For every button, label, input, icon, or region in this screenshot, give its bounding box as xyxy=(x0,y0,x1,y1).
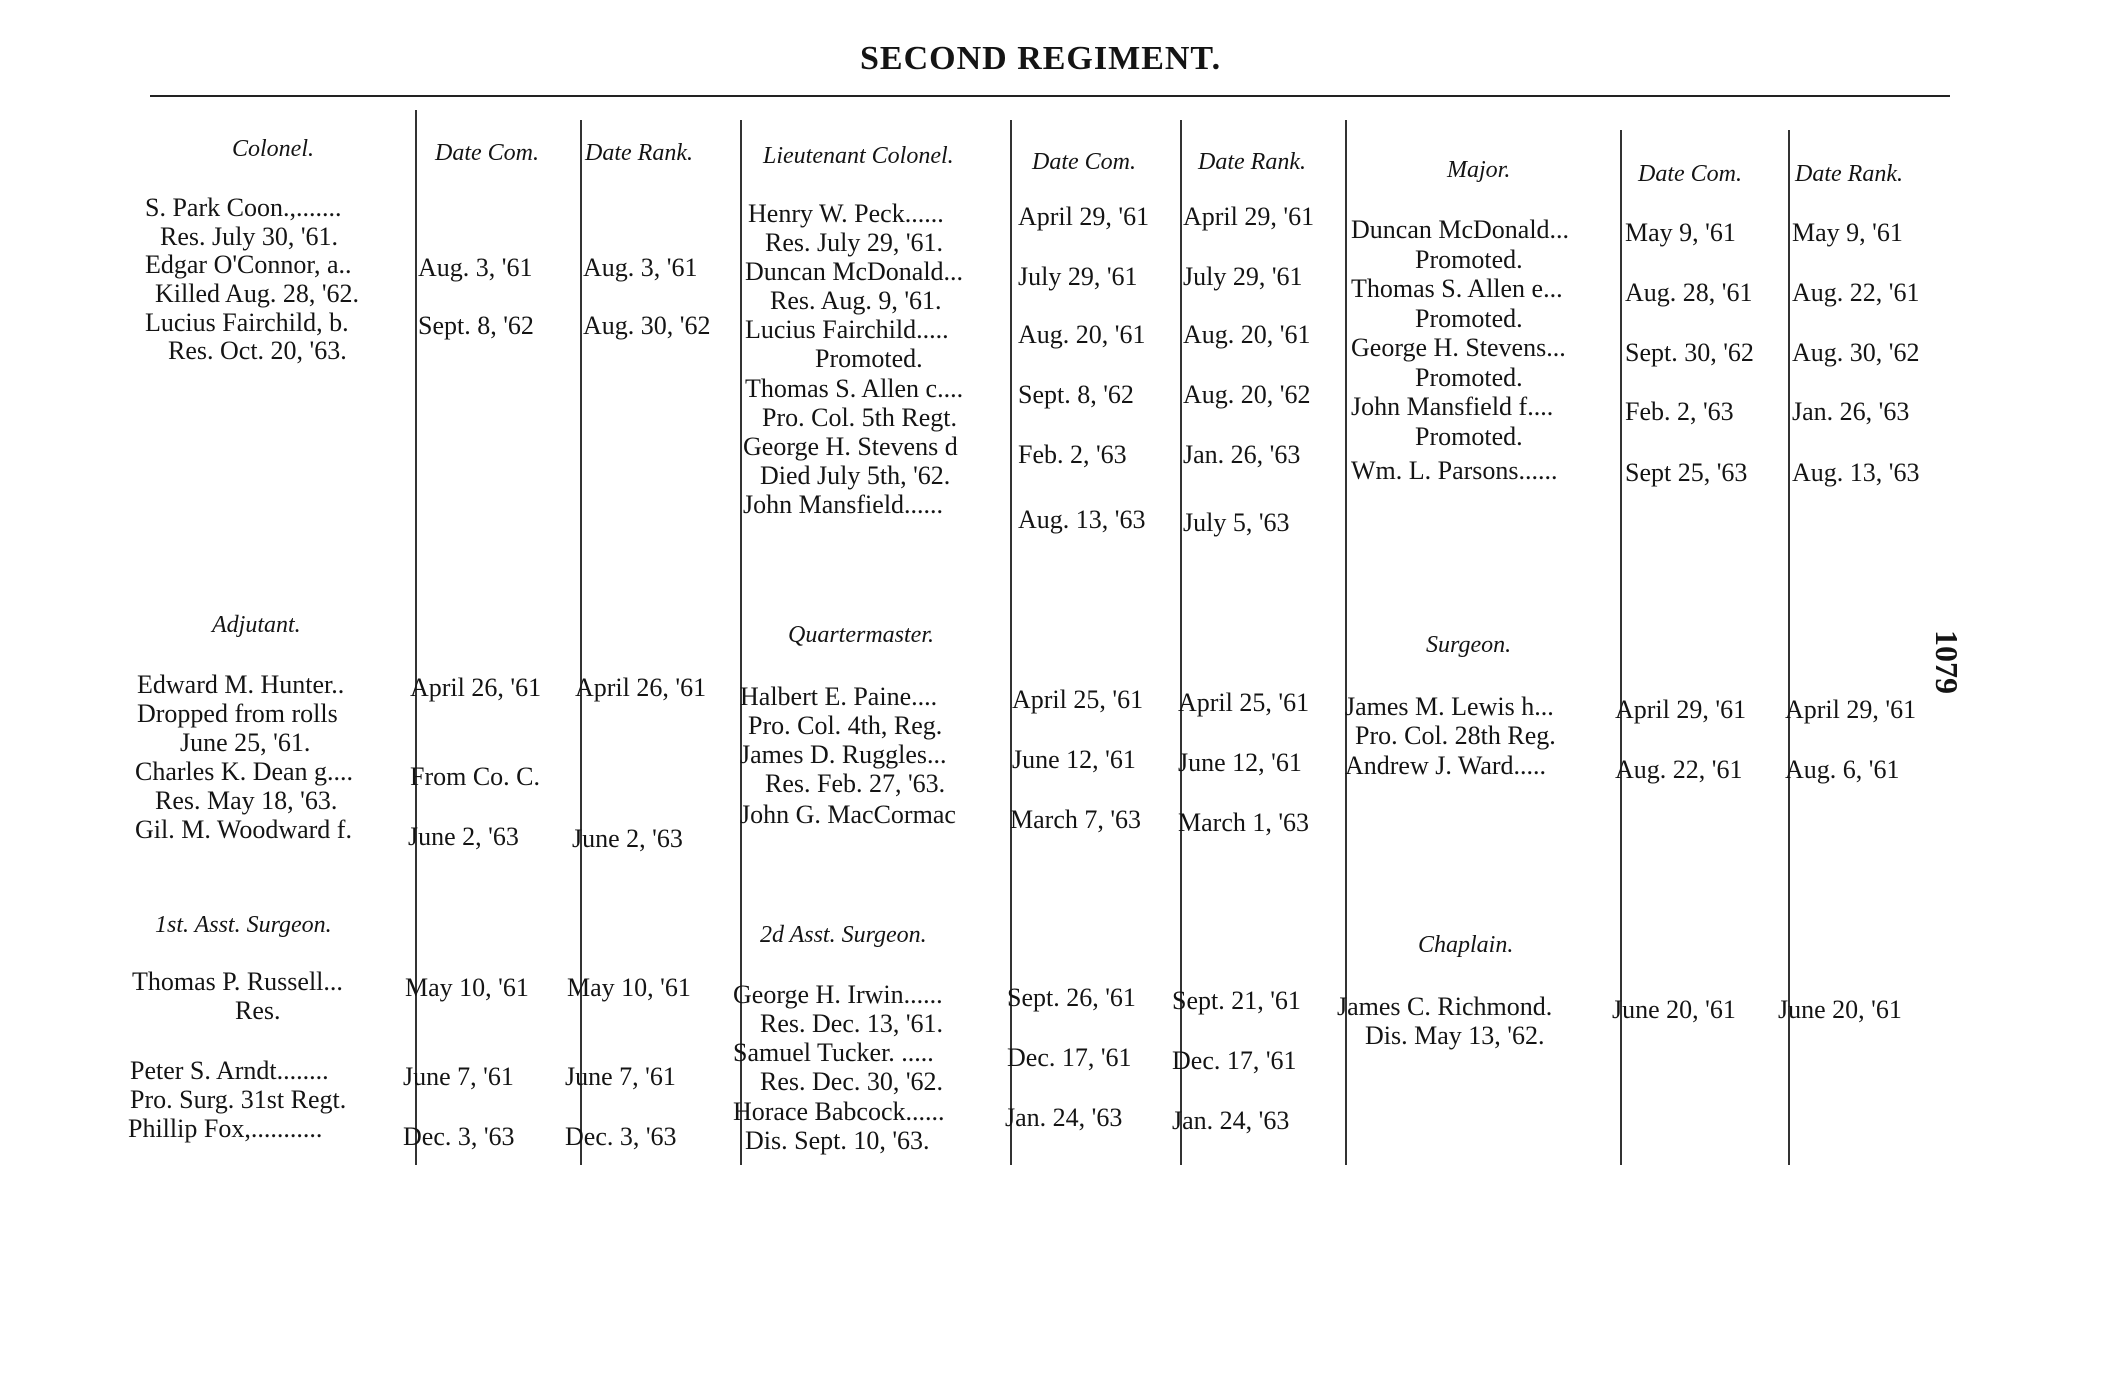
surgeon-date-rank: April 29, '61 xyxy=(1785,695,1917,724)
asst1-note: Pro. Surg. 31st Regt. xyxy=(130,1085,347,1114)
quartermaster-entry: Halbert E. Paine.... xyxy=(740,682,938,711)
ltcol-entry: Lucius Fairchild..... xyxy=(745,315,949,344)
major-date-com: Sept 25, '63 xyxy=(1625,458,1748,487)
major-date-com: May 9, '61 xyxy=(1625,218,1736,247)
major-date-rank: May 9, '61 xyxy=(1792,218,1903,247)
header-adjutant: Adjutant. xyxy=(212,612,301,638)
surgeon-date-com: April 29, '61 xyxy=(1615,695,1747,724)
colonel-note: Res. July 30, '61. xyxy=(160,222,339,251)
asst1-date-rank: Dec. 3, '63 xyxy=(565,1122,677,1151)
quartermaster-note: Pro. Col. 4th, Reg. xyxy=(748,711,943,740)
ltcol-date-rank: July 5, '63 xyxy=(1183,508,1290,537)
asst2-note: Res. Dec. 30, '62. xyxy=(760,1067,944,1096)
quartermaster-date-com: March 7, '63 xyxy=(1010,805,1142,834)
adjutant-note: Res. May 18, '63. xyxy=(155,786,338,815)
major-date-rank: Jan. 26, '63 xyxy=(1792,397,1910,426)
chaplain-date-rank: June 20, '61 xyxy=(1778,995,1902,1024)
adjutant-date-rank: June 2, '63 xyxy=(572,824,683,853)
asst1-note: Res. xyxy=(235,996,281,1025)
asst2-note: Res. Dec. 13, '61. xyxy=(760,1009,944,1038)
chaplain-note: Dis. May 13, '62. xyxy=(1365,1021,1545,1050)
ltcol-date-com: April 29, '61 xyxy=(1018,202,1150,231)
header-date-rank: Date Rank. xyxy=(1795,161,1903,187)
chaplain-date-com: June 20, '61 xyxy=(1612,995,1736,1024)
colonel-entry: S. Park Coon.,....... xyxy=(145,193,342,222)
colonel-date-rank: Aug. 3, '61 xyxy=(583,253,698,282)
header-date-com: Date Com. xyxy=(435,140,539,166)
ltcol-date-rank: July 29, '61 xyxy=(1183,262,1303,291)
major-note: Promoted. xyxy=(1415,363,1523,392)
colonel-date-rank: Aug. 30, '62 xyxy=(583,311,711,340)
quartermaster-date-com: April 25, '61 xyxy=(1012,685,1144,714)
header-surgeon: Surgeon. xyxy=(1426,632,1512,658)
surgeon-note: Pro. Col. 28th Reg. xyxy=(1355,721,1556,750)
surgeon-entry: Andrew J. Ward..... xyxy=(1345,751,1547,780)
major-entry: Wm. L. Parsons...... xyxy=(1351,456,1558,485)
asst1-date-rank: May 10, '61 xyxy=(567,973,691,1002)
asst2-date-com: Jan. 24, '63 xyxy=(1005,1103,1123,1132)
header-colonel: Colonel. xyxy=(232,136,314,162)
asst1-date-com: Dec. 3, '63 xyxy=(403,1122,515,1151)
quartermaster-date-rank: June 12, '61 xyxy=(1178,748,1302,777)
asst1-entry: Peter S. Arndt........ xyxy=(130,1056,329,1085)
ltcol-date-com: July 29, '61 xyxy=(1018,262,1138,291)
ltcol-note: Res. Aug. 9, '61. xyxy=(770,286,942,315)
quartermaster-date-com: June 12, '61 xyxy=(1012,745,1136,774)
ltcol-date-rank: Jan. 26, '63 xyxy=(1183,440,1301,469)
major-date-com: Feb. 2, '63 xyxy=(1625,397,1734,426)
asst1-entry: Thomas P. Russell... xyxy=(132,967,343,996)
ltcol-entry: Thomas S. Allen c.... xyxy=(745,374,964,403)
colonel-note: Killed Aug. 28, '62. xyxy=(155,279,360,308)
colonel-entry: Edgar O'Connor, a.. xyxy=(145,250,352,279)
asst2-entry: Horace Babcock...... xyxy=(733,1097,945,1126)
surgeon-entry: James M. Lewis h... xyxy=(1345,692,1554,721)
colonel-date-com: Aug. 3, '61 xyxy=(418,253,533,282)
adjutant-entry: Edward M. Hunter.. xyxy=(137,670,345,699)
major-note: Promoted. xyxy=(1415,304,1523,333)
quartermaster-entry: James D. Ruggles... xyxy=(740,740,947,769)
ltcol-date-com: Feb. 2, '63 xyxy=(1018,440,1127,469)
ltcol-date-com: Aug. 13, '63 xyxy=(1018,505,1146,534)
adjutant-date-com: From Co. C. xyxy=(410,762,541,791)
asst2-entry: George H. Irwin...... xyxy=(733,980,943,1009)
colonel-note: Res. Oct. 20, '63. xyxy=(168,336,347,365)
major-date-com: Sept. 30, '62 xyxy=(1625,338,1754,367)
colonel-entry: Lucius Fairchild, b. xyxy=(145,308,349,337)
quartermaster-entry: John G. MacCormac xyxy=(740,800,956,829)
header-first-asst-surgeon: 1st. Asst. Surgeon. xyxy=(155,912,332,938)
chaplain-entry: James C. Richmond. xyxy=(1337,992,1553,1021)
surgeon-date-rank: Aug. 6, '61 xyxy=(1785,755,1900,784)
colonel-date-com: Sept. 8, '62 xyxy=(418,311,534,340)
header-date-rank: Date Rank. xyxy=(1198,149,1306,175)
ltcol-note: Promoted. xyxy=(815,344,923,373)
adjutant-entry: Gil. M. Woodward f. xyxy=(135,815,352,844)
ltcol-note: Pro. Col. 5th Regt. xyxy=(762,403,958,432)
asst1-date-rank: June 7, '61 xyxy=(565,1062,676,1091)
ltcol-entry: Henry W. Peck...... xyxy=(748,199,944,228)
quartermaster-date-rank: March 1, '63 xyxy=(1178,808,1310,837)
header-major: Major. xyxy=(1447,157,1511,183)
header-chaplain: Chaplain. xyxy=(1418,932,1514,958)
major-date-rank: Aug. 30, '62 xyxy=(1792,338,1920,367)
header-second-asst-surgeon: 2d Asst. Surgeon. xyxy=(760,922,927,948)
column-rule xyxy=(580,120,582,1165)
ltcol-date-rank: Aug. 20, '61 xyxy=(1183,320,1311,349)
ltcol-date-rank: Aug. 20, '62 xyxy=(1183,380,1311,409)
ltcol-date-com: Aug. 20, '61 xyxy=(1018,320,1146,349)
page-number: 1079 xyxy=(1929,630,1965,694)
top-rule xyxy=(150,95,1950,97)
quartermaster-note: Res. Feb. 27, '63. xyxy=(765,769,946,798)
ltcol-note: Died July 5th, '62. xyxy=(760,461,951,490)
major-date-rank: Aug. 13, '63 xyxy=(1792,458,1920,487)
asst1-date-com: May 10, '61 xyxy=(405,973,529,1002)
major-date-com: Aug. 28, '61 xyxy=(1625,278,1753,307)
header-date-com: Date Com. xyxy=(1032,149,1136,175)
asst2-date-rank: Dec. 17, '61 xyxy=(1172,1046,1297,1075)
quartermaster-date-rank: April 25, '61 xyxy=(1178,688,1310,717)
major-entry: Duncan McDonald... xyxy=(1351,215,1570,244)
header-date-com: Date Com. xyxy=(1638,161,1742,187)
major-entry: Thomas S. Allen e... xyxy=(1351,274,1563,303)
major-date-rank: Aug. 22, '61 xyxy=(1792,278,1920,307)
page-title: SECOND REGIMENT. xyxy=(860,40,1222,77)
major-entry: John Mansfield f.... xyxy=(1351,392,1554,421)
major-entry: George H. Stevens... xyxy=(1351,333,1566,362)
ltcol-date-com: Sept. 8, '62 xyxy=(1018,380,1134,409)
adjutant-entry: Charles K. Dean g.... xyxy=(135,757,354,786)
header-quartermaster: Quartermaster. xyxy=(788,622,935,648)
asst2-date-rank: Sept. 21, '61 xyxy=(1172,986,1301,1015)
asst1-entry: Phillip Fox,........... xyxy=(128,1114,323,1143)
asst2-date-rank: Jan. 24, '63 xyxy=(1172,1106,1290,1135)
column-rule xyxy=(415,110,417,1165)
asst2-date-com: Dec. 17, '61 xyxy=(1007,1043,1132,1072)
ltcol-date-rank: April 29, '61 xyxy=(1183,202,1315,231)
adjutant-note: June 25, '61. xyxy=(180,728,311,757)
asst2-date-com: Sept. 26, '61 xyxy=(1007,983,1136,1012)
header-date-rank: Date Rank. xyxy=(585,140,693,166)
ltcol-note: Res. July 29, '61. xyxy=(765,228,944,257)
ltcol-entry: George H. Stevens d xyxy=(743,432,958,461)
asst2-entry: Samuel Tucker. ..... xyxy=(733,1038,934,1067)
ltcol-entry: Duncan McDonald... xyxy=(745,257,964,286)
major-note: Promoted. xyxy=(1415,422,1523,451)
header-lieutenant-colonel: Lieutenant Colonel. xyxy=(763,143,954,169)
major-note: Promoted. xyxy=(1415,245,1523,274)
adjutant-date-com: June 2, '63 xyxy=(408,822,519,851)
adjutant-note: Dropped from rolls xyxy=(137,699,338,728)
adjutant-date-com: April 26, '61 xyxy=(410,673,542,702)
adjutant-date-rank: April 26, '61 xyxy=(575,673,707,702)
ltcol-entry: John Mansfield...... xyxy=(743,490,944,519)
asst2-note: Dis. Sept. 10, '63. xyxy=(745,1126,930,1155)
asst1-date-com: June 7, '61 xyxy=(403,1062,514,1091)
surgeon-date-com: Aug. 22, '61 xyxy=(1615,755,1743,784)
